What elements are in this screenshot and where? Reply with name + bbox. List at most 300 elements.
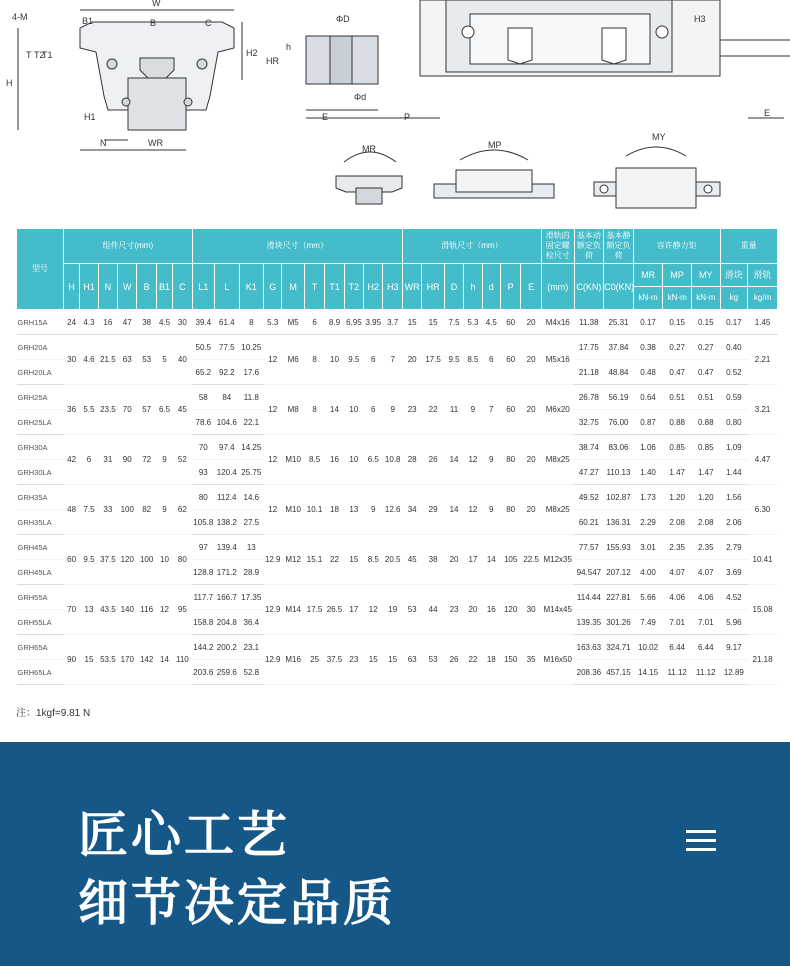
cell-h3: 15: [383, 635, 403, 685]
cell-t1: 16: [325, 435, 344, 485]
svg-text:Φd: Φd: [354, 92, 367, 102]
cell-e: 20: [521, 485, 542, 535]
cell-w-rail: 15.08: [748, 585, 778, 635]
cell-mr: 4.00: [633, 560, 663, 585]
cell-my: 4.06: [691, 585, 720, 610]
cell-model: GRH25A: [17, 385, 64, 410]
cell-model: GRH20A: [17, 335, 64, 360]
sub-header-23: P: [500, 264, 520, 310]
cell-my: 11.12: [691, 660, 720, 685]
svg-text:MR: MR: [362, 144, 376, 154]
sub-header-18: WR: [402, 264, 421, 310]
cell-l1: 203.6: [192, 660, 214, 685]
cell-h3: 10.8: [383, 435, 403, 485]
cell-bolt: M14x45: [541, 585, 574, 635]
cell-mr: 0.48: [633, 360, 663, 385]
cell-d: 16: [482, 585, 500, 635]
cell-w-block: 9.17: [720, 635, 748, 660]
svg-text:MP: MP: [488, 140, 502, 150]
cell-model: GRH45A: [17, 535, 64, 560]
cell-mp: 6.44: [663, 635, 692, 660]
cell-e: 22.5: [521, 535, 542, 585]
cell-n: 16: [98, 310, 117, 335]
sub-header-22: d: [482, 264, 500, 310]
cell-model: GRH55LA: [17, 610, 64, 635]
cell-model: GRH35LA: [17, 510, 64, 535]
sub-header-31: 滑块: [720, 264, 748, 287]
cell-mr: 5.66: [633, 585, 663, 610]
cell-c: 52: [173, 435, 192, 485]
cell-c: 62: [173, 485, 192, 535]
cell-c-dyn: 17.75: [574, 335, 604, 360]
header-static-moment: 容许静力矩: [633, 229, 720, 264]
unit-header: kN-m: [691, 287, 720, 310]
cell-e: 20: [521, 435, 542, 485]
cell-my: 4.07: [691, 560, 720, 585]
cell-e: 35: [521, 635, 542, 685]
cell-mr: 1.06: [633, 435, 663, 460]
cell-mr: 0.38: [633, 335, 663, 360]
svg-text:B1: B1: [82, 16, 94, 26]
cell-t: 8: [304, 385, 324, 435]
cell-p: 120: [500, 585, 520, 635]
spec-table-body: [17, 310, 778, 685]
promo-banner: [0, 742, 790, 966]
cell-l1: 58: [192, 385, 214, 410]
cell-d: 7.5: [444, 310, 463, 335]
cell-h: 36: [63, 385, 79, 435]
cell-c: 30: [173, 310, 192, 335]
cell-p: 60: [500, 385, 520, 435]
cell-c0: 207.12: [604, 560, 634, 585]
sub-header-25: (mm): [541, 264, 574, 310]
header-static-load: 基本静额定负荷: [604, 229, 634, 264]
sub-header-row: [17, 264, 778, 287]
cell-w-block: 0.59: [720, 385, 748, 410]
cell-mr: 7.49: [633, 610, 663, 635]
cell-hr: 15: [422, 310, 444, 335]
cell-wr: 53: [402, 585, 421, 635]
svg-text:W: W: [152, 0, 161, 8]
cell-c0: 155.93: [604, 535, 634, 560]
sub-header-26: C(KN): [574, 264, 604, 310]
cell-w-block: 0.17: [720, 310, 748, 335]
svg-text:B: B: [150, 18, 157, 28]
header-assembly: 组件尺寸(mm): [63, 229, 192, 264]
svg-text:T1: T1: [42, 50, 53, 60]
svg-text:E: E: [322, 112, 329, 122]
cell-l1: 78.6: [192, 410, 214, 435]
cell-l1: 97: [192, 535, 214, 560]
svg-text:MY: MY: [652, 132, 666, 142]
svg-text:T2: T2: [34, 50, 45, 60]
cell-w-rail: 1.45: [748, 310, 778, 335]
svg-text:ΦD: ΦD: [336, 14, 350, 24]
cell-w: 63: [118, 335, 137, 385]
cell-mr: 1.40: [633, 460, 663, 485]
sub-header-13: T: [304, 264, 324, 310]
cell-t: 8.5: [304, 435, 324, 485]
cell-b: 142: [137, 635, 156, 685]
cell-hr: 44: [422, 585, 444, 635]
cell-l1: 128.8: [192, 560, 214, 585]
cell-k1: 17.6: [239, 360, 264, 385]
cell-c0: 83.06: [604, 435, 634, 460]
sub-header-2: H1: [80, 264, 98, 310]
unit-header: kg/m: [748, 287, 778, 310]
cell-hr: 53: [422, 635, 444, 685]
cell-h3: 20.5: [383, 535, 403, 585]
cell-l: 61.4: [215, 310, 240, 335]
cell-h3: 19: [383, 585, 403, 635]
cell-w: 100: [118, 485, 137, 535]
cell-w-block: 0.80: [720, 410, 748, 435]
cell-m: M10: [282, 485, 304, 535]
cell-h2: 9: [364, 485, 383, 535]
cell-c-dyn: 38.74: [574, 435, 604, 460]
cell-b: 100: [137, 535, 156, 585]
cell-mp: 11.12: [663, 660, 692, 685]
cell-mp: 1.20: [663, 485, 692, 510]
cell-c-dyn: 208.36: [574, 660, 604, 685]
cell-n: 23.5: [98, 385, 117, 435]
sub-header-20: D: [444, 264, 463, 310]
cell-b1: 9: [156, 485, 172, 535]
cell-w-block: 1.44: [720, 460, 748, 485]
cell-model: GRH45LA: [17, 560, 64, 585]
cell-bolt: M5x16: [541, 335, 574, 385]
cell-c0: 110.13: [604, 460, 634, 485]
cell-h: 17: [464, 535, 482, 585]
cell-c-dyn: 77.57: [574, 535, 604, 560]
cell-mr: 0.17: [633, 310, 663, 335]
cell-c-dyn: 26.78: [574, 385, 604, 410]
cell-t2: 6.95: [344, 310, 363, 335]
cell-c: 95: [173, 585, 192, 635]
cell-l1: 93: [192, 460, 214, 485]
svg-text:H2: H2: [246, 48, 258, 58]
cell-h1: 6: [80, 435, 98, 485]
cell-h: 90: [63, 635, 79, 685]
cell-e: 30: [521, 585, 542, 635]
cell-l1: 117.7: [192, 585, 214, 610]
cell-mp: 0.51: [663, 385, 692, 410]
cell-g: 12.9: [264, 585, 282, 635]
cell-my: 6.44: [691, 635, 720, 660]
cell-c0: 25.31: [604, 310, 634, 335]
cell-wr: 45: [402, 535, 421, 585]
cell-w-rail: 2.21: [748, 335, 778, 385]
cell-w-rail: 4.47: [748, 435, 778, 485]
cell-h: 5.3: [464, 310, 482, 335]
cell-d: 7: [482, 385, 500, 435]
cell-w-rail: 21.18: [748, 635, 778, 685]
header-block: 滑块尺寸（mm）: [192, 229, 402, 264]
cell-n: 21.5: [98, 335, 117, 385]
svg-text:E: E: [764, 108, 771, 118]
cell-k1: 27.5: [239, 510, 264, 535]
cell-t2: 17: [344, 585, 363, 635]
cell-h2: 15: [364, 635, 383, 685]
cell-n: 33: [98, 485, 117, 535]
cell-k1: 52.8: [239, 660, 264, 685]
cell-l: 120.4: [215, 460, 240, 485]
cell-c: 45: [173, 385, 192, 435]
cell-h: 8.5: [464, 335, 482, 385]
cell-k1: 23.1: [239, 635, 264, 660]
header-rail: 滑轨尺寸（mm）: [402, 229, 541, 264]
cell-c-dyn: 49.52: [574, 485, 604, 510]
cell-c-dyn: 94.547: [574, 560, 604, 585]
sub-header-3: N: [98, 264, 117, 310]
cell-hr: 26: [422, 435, 444, 485]
cell-d: 11: [444, 385, 463, 435]
cell-my: 0.51: [691, 385, 720, 410]
cell-mr: 0.87: [633, 410, 663, 435]
cell-n: 53.5: [98, 635, 117, 685]
cell-g: 12: [264, 485, 282, 535]
cell-b1: 6.5: [156, 385, 172, 435]
cell-c-dyn: 114.44: [574, 585, 604, 610]
cell-hr: 38: [422, 535, 444, 585]
cell-mr: 10.02: [633, 635, 663, 660]
cell-h2: 12: [364, 585, 383, 635]
cell-h: 48: [63, 485, 79, 535]
cell-l: 204.8: [215, 610, 240, 635]
cell-model: GRH30A: [17, 435, 64, 460]
cell-mr: 3.01: [633, 535, 663, 560]
cell-bolt: M6x20: [541, 385, 574, 435]
cell-t1: 26.5: [325, 585, 344, 635]
header-dynamic-load: 基本动额定负荷: [574, 229, 604, 264]
cell-c0: 48.84: [604, 360, 634, 385]
cell-model: GRH55A: [17, 585, 64, 610]
cell-m: M10: [282, 435, 304, 485]
cell-t1: 14: [325, 385, 344, 435]
cell-w: 90: [118, 435, 137, 485]
cell-b1: 14: [156, 635, 172, 685]
cell-g: 5.3: [264, 310, 282, 335]
cell-c0: 301.26: [604, 610, 634, 635]
cell-k1: 10.25: [239, 335, 264, 360]
cell-bolt: M8x25: [541, 435, 574, 485]
svg-text:h: h: [286, 42, 292, 52]
cell-p: 105: [500, 535, 520, 585]
cell-model: GRH15A: [17, 310, 64, 335]
sub-header-16: H2: [364, 264, 383, 310]
sub-header-29: MP: [663, 264, 692, 287]
sub-header-27: C0(KN): [604, 264, 634, 310]
unit-header: kN-m: [663, 287, 692, 310]
sub-header-6: B1: [156, 264, 172, 310]
cell-h1: 4.3: [80, 310, 98, 335]
cell-t: 6: [304, 310, 324, 335]
svg-text:N: N: [100, 138, 107, 148]
cell-k1: 25.75: [239, 460, 264, 485]
cell-l: 97.4: [215, 435, 240, 460]
cell-mp: 0.27: [663, 335, 692, 360]
cell-c-dyn: 60.21: [574, 510, 604, 535]
cell-h3: 12.6: [383, 485, 403, 535]
slogan-line-2: 细节决定品质: [78, 874, 396, 932]
cell-w-block: 1.56: [720, 485, 748, 510]
cell-l: 139.4: [215, 535, 240, 560]
cell-h: 9: [464, 385, 482, 435]
cell-c-dyn: 32.75: [574, 410, 604, 435]
cell-l1: 144.2: [192, 635, 214, 660]
cell-d: 23: [444, 585, 463, 635]
cell-k1: 13: [239, 535, 264, 560]
cell-w: 120: [118, 535, 137, 585]
cell-w-block: 2.06: [720, 510, 748, 535]
cell-mr: 2.29: [633, 510, 663, 535]
cell-w-block: 2.79: [720, 535, 748, 560]
cell-model: GRH20LA: [17, 360, 64, 385]
cell-w: 70: [118, 385, 137, 435]
cell-k1: 8: [239, 310, 264, 335]
cell-l1: 70: [192, 435, 214, 460]
cell-c-dyn: 11.38: [574, 310, 604, 335]
cell-w: 170: [118, 635, 137, 685]
cell-d: 18: [482, 635, 500, 685]
cell-t2: 15: [344, 535, 363, 585]
cell-m: M16: [282, 635, 304, 685]
cell-l: 259.6: [215, 660, 240, 685]
cell-t2: 23: [344, 635, 363, 685]
table-row: [17, 435, 778, 460]
cell-d: 14: [482, 535, 500, 585]
cell-l1: 80: [192, 485, 214, 510]
cell-c0: 56.19: [604, 385, 634, 410]
cell-b: 116: [137, 585, 156, 635]
cell-l1: 105.8: [192, 510, 214, 535]
cell-hr: 22: [422, 385, 444, 435]
cell-b1: 4.5: [156, 310, 172, 335]
cell-l: 77.5: [215, 335, 240, 360]
cell-my: 1.20: [691, 485, 720, 510]
cell-h3: 9: [383, 385, 403, 435]
cell-t1: 8.9: [325, 310, 344, 335]
cell-l: 138.2: [215, 510, 240, 535]
spec-table-container: [16, 228, 778, 685]
cell-mp: 7.01: [663, 610, 692, 635]
cell-bolt: M8x25: [541, 485, 574, 535]
cell-l: 84: [215, 385, 240, 410]
cell-d: 4.5: [482, 310, 500, 335]
svg-text:P: P: [404, 112, 411, 122]
cell-b: 53: [137, 335, 156, 385]
cell-c0: 102.87: [604, 485, 634, 510]
unit-note: 注：1kgf=9.81 N: [16, 708, 91, 719]
cell-my: 0.88: [691, 410, 720, 435]
sub-header-19: HR: [422, 264, 444, 310]
cell-w-block: 0.52: [720, 360, 748, 385]
menu-icon[interactable]: [686, 830, 718, 856]
cell-h1: 7.5: [80, 485, 98, 535]
cell-w-block: 4.52: [720, 585, 748, 610]
cell-d: 14: [444, 485, 463, 535]
cell-b: 38: [137, 310, 156, 335]
cell-bolt: M16x50: [541, 635, 574, 685]
technical-drawings: [0, 0, 790, 222]
cell-h: 60: [63, 535, 79, 585]
cell-k1: 14.25: [239, 435, 264, 460]
cell-c: 110: [173, 635, 192, 685]
cell-c0: 457.15: [604, 660, 634, 685]
cell-w: 140: [118, 585, 137, 635]
cell-t1: 10: [325, 335, 344, 385]
cell-mp: 0.88: [663, 410, 692, 435]
cell-w-block: 5.96: [720, 610, 748, 635]
cell-l1: 158.8: [192, 610, 214, 635]
svg-text:H: H: [6, 78, 13, 88]
cell-model: GRH35A: [17, 485, 64, 510]
cell-c0: 37.84: [604, 335, 634, 360]
cell-h2: 8.5: [364, 535, 383, 585]
cell-l1: 50.5: [192, 335, 214, 360]
cell-h2: 6.5: [364, 435, 383, 485]
cell-t1: 18: [325, 485, 344, 535]
sub-header-15: T2: [344, 264, 363, 310]
cell-p: 150: [500, 635, 520, 685]
table-row: [17, 485, 778, 510]
cell-k1: 28.9: [239, 560, 264, 585]
cell-n: 31: [98, 435, 117, 485]
cell-n: 43.5: [98, 585, 117, 635]
cell-mp: 4.06: [663, 585, 692, 610]
header-weight: 重量: [720, 229, 777, 264]
cell-w-block: 1.09: [720, 435, 748, 460]
cell-c0: 76.00: [604, 410, 634, 435]
cell-m: M6: [282, 335, 304, 385]
table-row: [17, 335, 778, 360]
cell-l: 171.2: [215, 560, 240, 585]
cell-l1: 65.2: [192, 360, 214, 385]
cell-h: 24: [63, 310, 79, 335]
svg-text:H3: H3: [694, 14, 706, 24]
cell-d: 6: [482, 335, 500, 385]
table-row: [17, 635, 778, 660]
cell-h: 70: [63, 585, 79, 635]
cell-h: 20: [464, 585, 482, 635]
cell-t: 15.1: [304, 535, 324, 585]
cell-h1: 13: [80, 585, 98, 635]
cell-wr: 15: [402, 310, 421, 335]
sub-header-12: M: [282, 264, 304, 310]
slogan-line-1: 匠心工艺: [78, 806, 290, 864]
sub-header-24: E: [521, 264, 542, 310]
sub-header-5: B: [137, 264, 156, 310]
cell-wr: 28: [402, 435, 421, 485]
cell-my: 7.01: [691, 610, 720, 635]
cell-mp: 0.85: [663, 435, 692, 460]
cell-k1: 22.1: [239, 410, 264, 435]
cell-mp: 0.47: [663, 360, 692, 385]
cell-mp: 1.47: [663, 460, 692, 485]
sub-header-30: MY: [691, 264, 720, 287]
sub-header-21: h: [464, 264, 482, 310]
cell-m: M12: [282, 535, 304, 585]
cell-g: 12.9: [264, 635, 282, 685]
cell-n: 37.5: [98, 535, 117, 585]
cell-h2: 6: [364, 335, 383, 385]
cell-g: 12: [264, 435, 282, 485]
cell-b1: 12: [156, 585, 172, 635]
sub-header-10: K1: [239, 264, 264, 310]
cell-b: 82: [137, 485, 156, 535]
cell-b: 57: [137, 385, 156, 435]
cell-bolt: M12x35: [541, 535, 574, 585]
